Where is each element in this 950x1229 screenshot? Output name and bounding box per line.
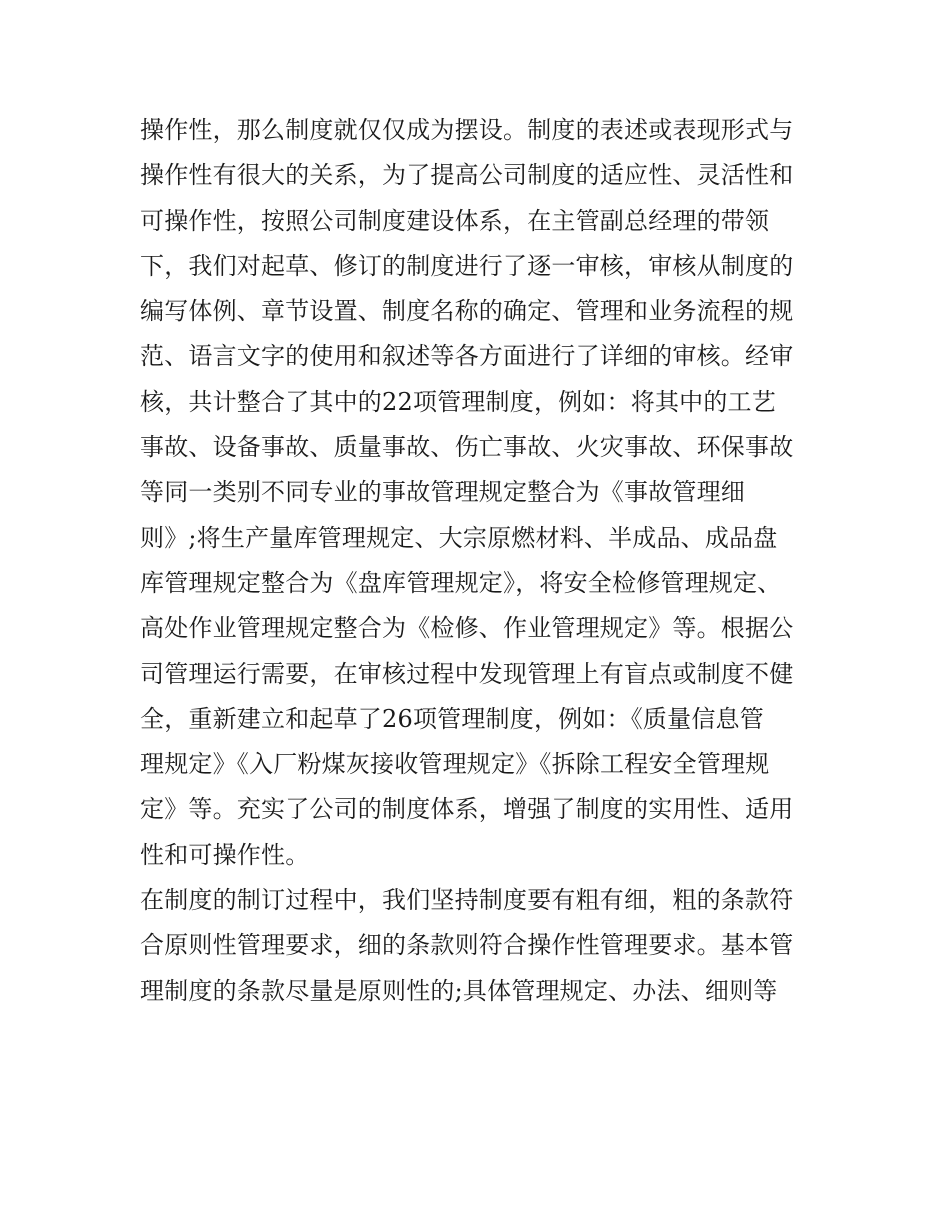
- text-line: 事故、设备事故、质量事故、伤亡事故、火灾事故、环保事故: [140, 433, 794, 462]
- text-line: 编写体例、章节设置、制度名称的确定、管理和业务流程的规: [140, 297, 794, 326]
- text-line: 理制度的条款尽量是原则性的;具体管理规定、办法、细则等: [140, 976, 778, 1005]
- text-line: 范、语言文字的使用和叙述等各方面进行了详细的审核。经审: [140, 342, 794, 371]
- text-line: 下，我们对起草、修订的制度进行了逐一审核，审核从制度的: [140, 251, 794, 280]
- text-line: 全，重新建立和起草了26项管理制度，例如：《质量信息管: [140, 704, 764, 733]
- text-line: 定》等。充实了公司的制度体系，增强了制度的实用性、适用: [140, 795, 794, 824]
- body-text: [140, 108, 820, 1014]
- text-line: 理规定》《入厂粉煤灰接收管理规定》《拆除工程安全管理规: [140, 750, 770, 779]
- text-line: 司管理运行需要，在审核过程中发现管理上有盲点或制度不健: [140, 659, 794, 688]
- text-line: 库管理规定整合为《盘库管理规定》，将安全检修管理规定、: [140, 568, 782, 597]
- text-line: 合原则性管理要求，细的条款则符合操作性管理要求。基本管: [140, 931, 794, 960]
- text-line: 等同一类别不同专业的事故管理规定整合为《事故管理细: [140, 478, 745, 507]
- text-line: 操作性，那么制度就仅仅成为摆设。制度的表述或表现形式与: [140, 116, 794, 144]
- text-line: 核，共计整合了其中的22项管理制度，例如：将其中的工艺: [140, 387, 776, 416]
- text-line: 性和可操作性。: [140, 840, 310, 869]
- text-line: 高处作业管理规定整合为《检修、作业管理规定》等。根据公: [140, 614, 794, 643]
- text-line: 可操作性，按照公司制度建设体系，在主管副总经理的带领: [140, 206, 770, 235]
- text-line: 操作性有很大的关系，为了提高公司制度的适应性、灵活性和: [140, 161, 794, 190]
- text-line: 则》;将生产量库管理规定、大宗原燃材料、半成品、成品盘: [140, 523, 778, 552]
- text-line: 在制度的制订过程中，我们坚持制度要有粗有细，粗的条款符: [140, 886, 794, 915]
